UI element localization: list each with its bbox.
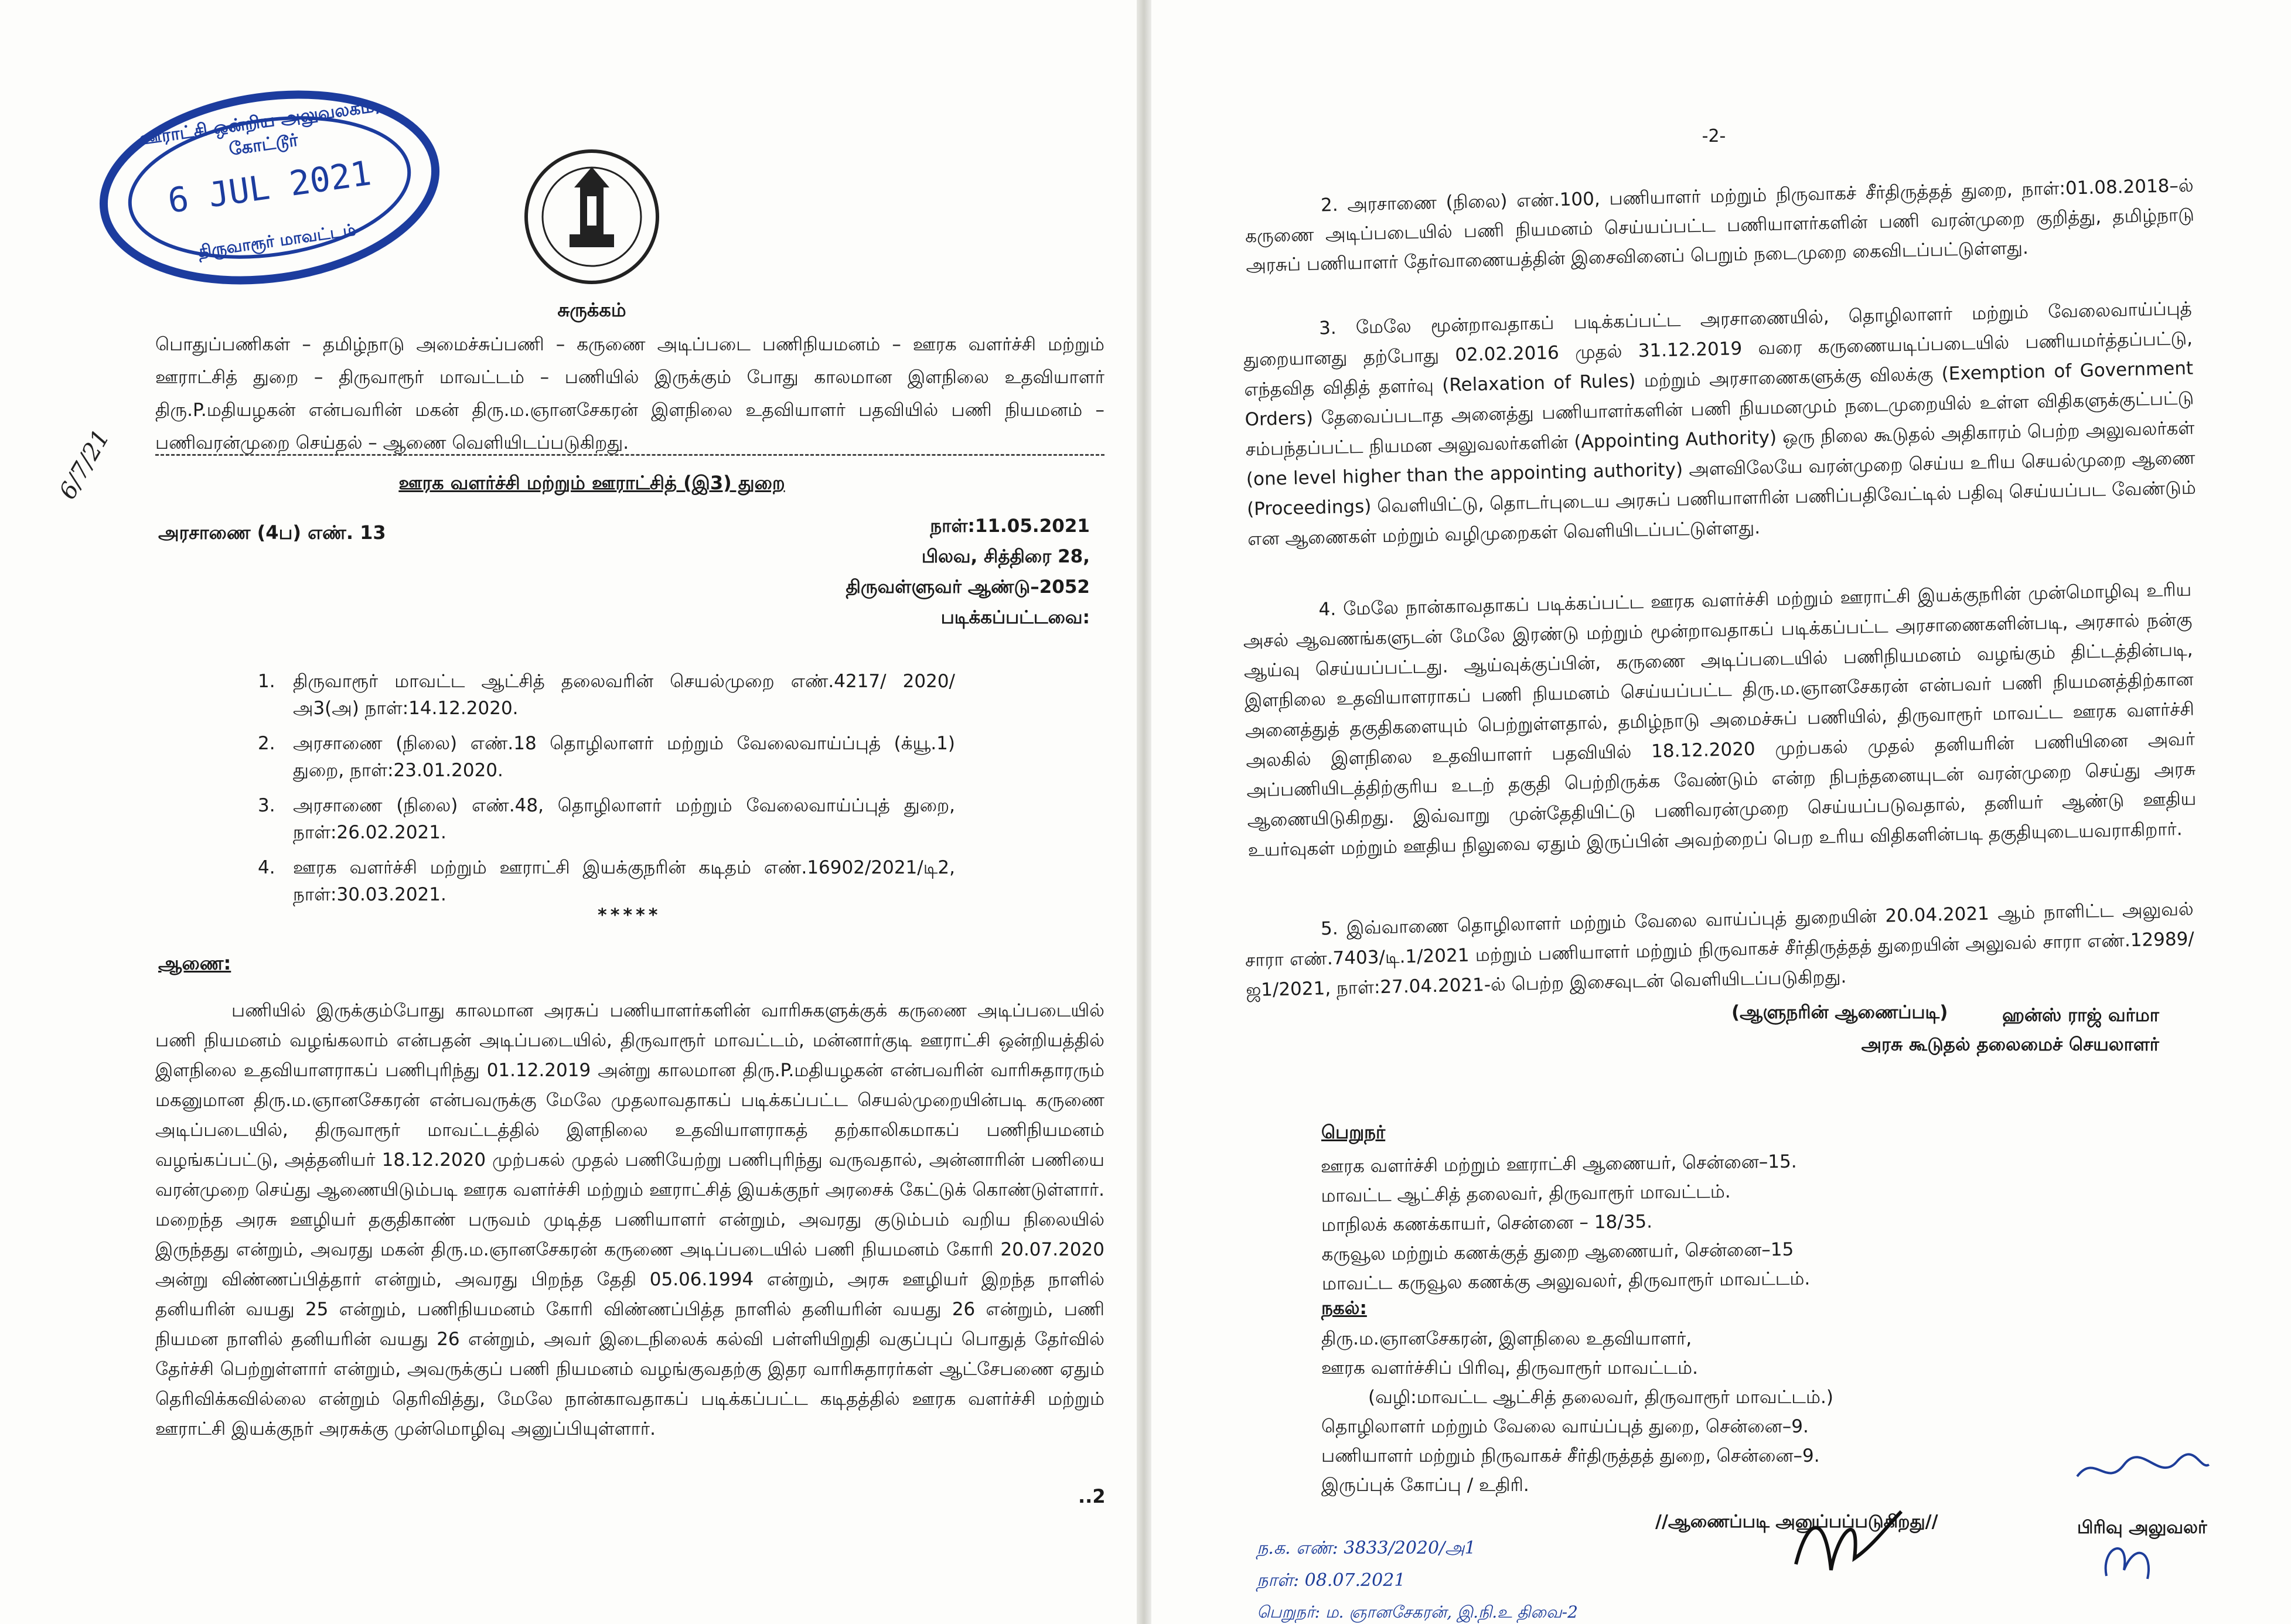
tamil-nadu-emblem-icon bbox=[521, 146, 662, 287]
stamp-date: 6 JUL 2021 bbox=[165, 153, 374, 221]
signature-icon bbox=[2071, 1447, 2212, 1494]
continued-marker: ..2 bbox=[1078, 1485, 1106, 1507]
signatory-title: அரசு கூடுதல் தலைமைச் செயலாளர் bbox=[1861, 1034, 2159, 1055]
read-heading: படிக்கப்பட்டவை: bbox=[940, 607, 1090, 628]
handwritten-reference: ந.க. எண்: 3833/2020/அ1 bbox=[1257, 1538, 1476, 1558]
abstract-heading: சுருக்கம் bbox=[557, 299, 626, 321]
seal-scribble bbox=[2095, 1523, 2165, 1588]
list-item: 4. ஊரக வளர்ச்சி மற்றும் ஊராட்சி இயக்குநரின் கடிதம் எண்.16902/2021/டி2, நாள்:30.03.2021. bbox=[258, 857, 955, 905]
handwritten-date: நாள்: 08.07.2021 bbox=[1257, 1570, 1406, 1591]
separator-stars: ***** bbox=[598, 905, 662, 926]
copy-list bbox=[1321, 1324, 2024, 1500]
office-stamp bbox=[81, 64, 457, 311]
signature-mark bbox=[2071, 1447, 2212, 1494]
list-item: மாவட்ட ஆட்சித் தலைவர், திருவாரூர் மாவட்டம். bbox=[1321, 1181, 1731, 1207]
by-order-line: (ஆளுநரின் ஆணைப்படி) bbox=[1731, 1002, 1948, 1023]
tamil-date: பிலவ, சித்திரை 28, bbox=[921, 546, 1090, 567]
margin-initials: 6/7/21 bbox=[54, 425, 115, 504]
list-item: மாநிலக் கணக்காயர், சென்னை – 18/35. bbox=[1321, 1211, 1653, 1236]
list-item: கருவூல மற்றும் கணக்குத் துறை ஆணையர், சென்னை–15 bbox=[1321, 1239, 1794, 1265]
go-number: அரசாணை (4ப) எண். 13 bbox=[158, 521, 386, 544]
to-heading: பெறுநர் bbox=[1321, 1122, 1386, 1143]
initials-mark bbox=[1784, 1500, 1913, 1588]
page-fold bbox=[1137, 0, 1151, 1624]
go-date: நாள்:11.05.2021 bbox=[930, 516, 1090, 537]
list-item: தொழிலாளர் மற்றும் வேலை வாய்ப்புத் துறை, சென்னை–9. bbox=[1321, 1416, 1809, 1437]
list-item: பணியாளர் மற்றும் நிருவாகச் சீர்திருத்தத் துறை, சென்னை–9. bbox=[1321, 1445, 1820, 1466]
list-item: இருப்புக் கோப்பு / உதிரி. bbox=[1321, 1475, 1529, 1496]
stamp-office: ஊராட்சி ஒன்றிய அலுவலகம், கோட்டூர் bbox=[138, 95, 383, 160]
page-one bbox=[0, 0, 1137, 1624]
signatory-name: ஹன்ஸ் ராஜ் வர்மா bbox=[2002, 1005, 2159, 1026]
department-title: ஊரக வளர்ச்சி மற்றும் ஊராட்சித் (இ3) துறை bbox=[398, 472, 785, 494]
to-list bbox=[1321, 1145, 2026, 1299]
list-item: ஊரக வளர்ச்சி மற்றும் ஊராட்சி ஆணையர், சென்னை–15. bbox=[1320, 1151, 1797, 1178]
signature-icon bbox=[1784, 1500, 1913, 1588]
stamp-district: திருவாரூர் மாவட்டம் bbox=[196, 220, 357, 261]
list-item: 1. திருவாரூர் மாவட்ட ஆட்சித் தலைவரின் செயல்முறை எண்.4217/ 2020/அ3(அ) நாள்:14.12.2020. bbox=[258, 671, 955, 719]
list-item: மாவட்ட கருவூல கணக்கு அலுவலர், திருவாரூர் மாவட்டம். bbox=[1321, 1268, 1811, 1295]
section-officer: பிரிவு அலுவலர் bbox=[2077, 1517, 2207, 1538]
page-number: -2- bbox=[1702, 126, 1726, 146]
list-item: 2. அரசாணை (நிலை) எண்.18 தொழிலாளர் மற்றும் வேலைவாய்ப்புத் (க்யூ.1) துறை, நாள்:23.01.2020. bbox=[258, 733, 955, 781]
list-item: (வழி:மாவட்ட ஆட்சித் தலைவர், திருவாரூர் மாவட்டம்.) bbox=[1368, 1387, 1833, 1408]
paragraph-3: 3. மேலே மூன்றாவதாகப் படிக்கப்பட்ட அரசாணையில், தொழிலாளர் மற்றும் வேலைவாய்ப்புத் துறையானது தற்போது 02.02.2016 முதல் 31.12.2019 வரை கருணையடிப்படையில் பணியமர்த்தப்பட்டு, எந்தவித விதித் தளர்வு (Relaxation of Rules) மற்றும் அரசாணைகளுக்கு விலக்கு (Exemption of Government Orders) தேவைப்படாத அனைத்து பணியாளர்களின் பணி நியமனமும் நடைமுறையில் உள்ள விதிகளுக்குட்பட்டு சம்பந்தப்பட்ட நியமன அலுவலர்களின் (Appointing Authority) ஒரு நிலை கூடுதல் அதிகாரம் பெற்ற அலுவலர்கள் (one level higher than the appointing authority) அளவிலேயே வரன்முறை செய்ய உரிய செயல்முறை ஆணை (Proceedings) வெளியிட்டு, தொடர்புடைய அரசுப் பணியாளரின் பணிப்பதிவேட்டில் பதிவு செய்யப்பட வேண்டும் என ஆணைகள் மற்றும் வழிமுறைகள் வெளியிடப்பட்டுள்ளது. bbox=[1243, 298, 2197, 550]
rule-line bbox=[155, 454, 1104, 456]
forwarded-line: //ஆணைப்படி அனுப்பப்படுகிறது// bbox=[1655, 1512, 1938, 1532]
thiruvalluvar-year: திருவள்ளுவர் ஆண்டு–2052 bbox=[846, 576, 1090, 598]
list-item: 3. அரசாணை (நிலை) எண்.48, தொழிலாளர் மற்றும் வேலைவாய்ப்புத் துறை, நாள்:26.02.2021. bbox=[258, 795, 955, 843]
paragraph-2: 2. அரசாணை (நிலை) எண்.100, பணியாளர் மற்றும் நிருவாகச் சீர்திருத்தத் துறை, நாள்:01.08.2018–ல் கருணை அடிப்படையில் பணி நியமனம் செய்யப்பட்ட பணியாளர்களின் பணி வரன்முறை குறித்து, தமிழ்நாடு அரசுப் பணியாளர் தேர்வாணையத்தின் இசைவினைப் பெறும் நடைமுறை கைவிடப்பட்டுள்ளது. bbox=[1245, 175, 2195, 277]
paragraph-4: 4. மேலே நான்காவதாகப் படிக்கப்பட்ட ஊரக வளர்ச்சி மற்றும் ஊராட்சி இயக்குநரின் முன்மொழிவு உரிய அசல் ஆவணங்களுடன் மேலே இரண்டு மற்றும் மூன்றாவதாகப் படிக்கப்பட்ட அரசாணைகளின்படி, அரசால் நன்கு ஆய்வு செய்யப்பட்டது. ஆய்வுக்குப்பின், கருணை அடிப்படையில் பணிநியமனம் வழங்கும் திட்டத்தின்படி, இளநிலை உதவியாளராகப் பணி நியமனம் செய்யப்பட்ட திரு.ம.ஞானசேகரன் என்பவர் பணி நியமனத்திற்கான அனைத்துத் தகுதிகளையும் பெற்றுள்ளதால், தமிழ்நாடு அமைச்சுப் பணியில், திருவாரூர் மாவட்ட ஊரக வளர்ச்சி அலகில் இளநிலை உதவியாளர் பதவியில் 18.12.2020 முற்பகல் முதல் தனியரின் பணியினை அவர் அப்பணியிடத்திற்குரிய உடற் தகுதி பெற்றிருக்க வேண்டும் என்ற நிபந்தனையுடன் வரன்முறை செய்து அரசு ஆணையிடுகிறது. இவ்வாறு முன்தேதியிட்டு பணிவரன்முறை செய்யப்படுவதால், தனியர் ஆண்டு ஊதிய உயர்வுகள் மற்றும் ஊதிய நிலுவை ஏதும் இருப்பின் அவற்றைப் பெற உரிய விதிகளின்படி தகுதியுடையவராகிறார். bbox=[1243, 579, 2197, 861]
list-item: ஊரக வளர்ச்சிப் பிரிவு, திருவாரூர் மாவட்டம். bbox=[1321, 1357, 1698, 1379]
copy-heading: நகல்: bbox=[1321, 1298, 1367, 1319]
scribble-icon bbox=[2095, 1523, 2165, 1588]
page-two bbox=[1151, 0, 2291, 1624]
abstract-text: பொதுப்பணிகள் – தமிழ்நாடு அமைச்சுப்பணி – கருணை அடிப்படை பணிநியமனம் – ஊரக வளர்ச்சி மற்றும் ஊராட்சித் துறை – திருவாரூர் மாவட்டம் – பணியில் இருக்கும் போது காலமான இளநிலை உதவியாளர் திரு.P.மதியழகன் என்பவரின் மகன் திரு.ம.ஞானசேகரன் இளநிலை உதவியாளர் பதவியில் பணி நியமனம் – பணிவரன்முறை செய்தல் – ஆணை வெளியிடப்படுகிறது. bbox=[155, 334, 1104, 453]
list-item: திரு.ம.ஞானசேகரன், இளநிலை உதவியாளர், bbox=[1321, 1328, 1692, 1349]
references-list bbox=[223, 668, 955, 916]
handwritten-recipient: பெறுநர்: ம. ஞானசேகரன், இ.நி.உ திவை-2 bbox=[1257, 1602, 1578, 1622]
go-date-block bbox=[762, 511, 1090, 633]
order-heading: ஆணை: bbox=[158, 952, 231, 974]
paragraph-5: 5. இவ்வாணை தொழிலாளர் மற்றும் வேலை வாய்ப்புத் துறையின் 20.04.2021 ஆம் நாளிட்ட அலுவல் சாரா எண்.7403/டி.1/2021 மற்றும் பணியாளர் மற்றும் நிருவாகச் சீர்திருத்தத் துறையின் அலுவல் சாரா எண்.12989/ஜ1/2021, நாள்:27.04.2021-ல் பெற்ற இசைவுடன் வெளியிடப்படுகிறது. bbox=[1245, 898, 2195, 1001]
order-body: பணியில் இருக்கும்போது காலமான அரசுப் பணியாளர்களின் வாரிசுகளுக்குக் கருணை அடிப்படையில் பணி நியமனம் வழங்கலாம் என்பதன் அடிப்படையில், திருவாரூர் மாவட்டம், மன்னார்குடி ஊராட்சி ஒன்றியத்தில் இளநிலை உதவியாளராகப் பணிபுரிந்து 01.12.2019 அன்று காலமான திரு.P.மதியழகன் என்பவரின் வாரிசுதாரரும் மகனுமான திரு.ம.ஞானசேகரன் என்பவருக்கு மேலே முதலாவதாகப் படிக்கப்பட்ட செயல்முறையின்படி கருணை அடிப்படையில், திருவாரூர் மாவட்டத்தில் இளநிலை உதவியாளராகத் தற்காலிகமாகப் பணிநியமனம் வழங்கப்பட்டு, அத்தனியர் 18.12.2020 முற்பகல் முதல் பணியேற்று பணிபுரிந்து வருவதால், அன்னாரின் பணியை வரன்முறை செய்து ஆணையிடும்படி ஊரக வளர்ச்சி மற்றும் ஊராட்சித் இயக்குநர் அரசைக் கேட்டுக் கொண்டுள்ளார். மறைந்த அரசு ஊழியர் தகுதிகாண் பருவம் முடித்த பணியாளர் என்றும், அவரது குடும்பம் வறிய நிலையில் இருந்தது என்றும், அவரது மகன் திரு.ம.ஞானசேகரன் கருணை அடிப்படையில் பணி நியமனம் கோரி 20.07.2020 அன்று விண்ணப்பித்தார் என்றும், அவரது பிறந்த தேதி 05.06.1994 என்றும், அரசு ஊழியர் இறந்த நாளில் தனியரின் வயது 25 என்றும், பணிநியமனம் கோரி விண்ணப்பித்த நாளில் தனியரின் வயது 26 என்றும், பணி நியமன நாளில் தனியரின் வயது 26 என்றும், அவர் இடைநிலைக் கல்வி பள்ளியிறுதி வகுப்புப் பொதுத் தேர்வில் தேர்ச்சி பெற்றுள்ளார் என்றும், அவருக்குப் பணி நியமனம் வழங்குவதற்கு இதர வாரிசுதாரர்கள் ஆட்சேபணை ஏதும் தெரிவிக்கவில்லை என்றும் தெரிவித்து, மேலே நான்காவதாகப் படிக்கப்பட்ட கடிதத்தில் ஊரக வளர்ச்சி மற்றும் ஊராட்சி இயக்குநர் அரசுக்கு முன்மொழிவு அனுப்பியுள்ளார். bbox=[155, 1000, 1104, 1439]
